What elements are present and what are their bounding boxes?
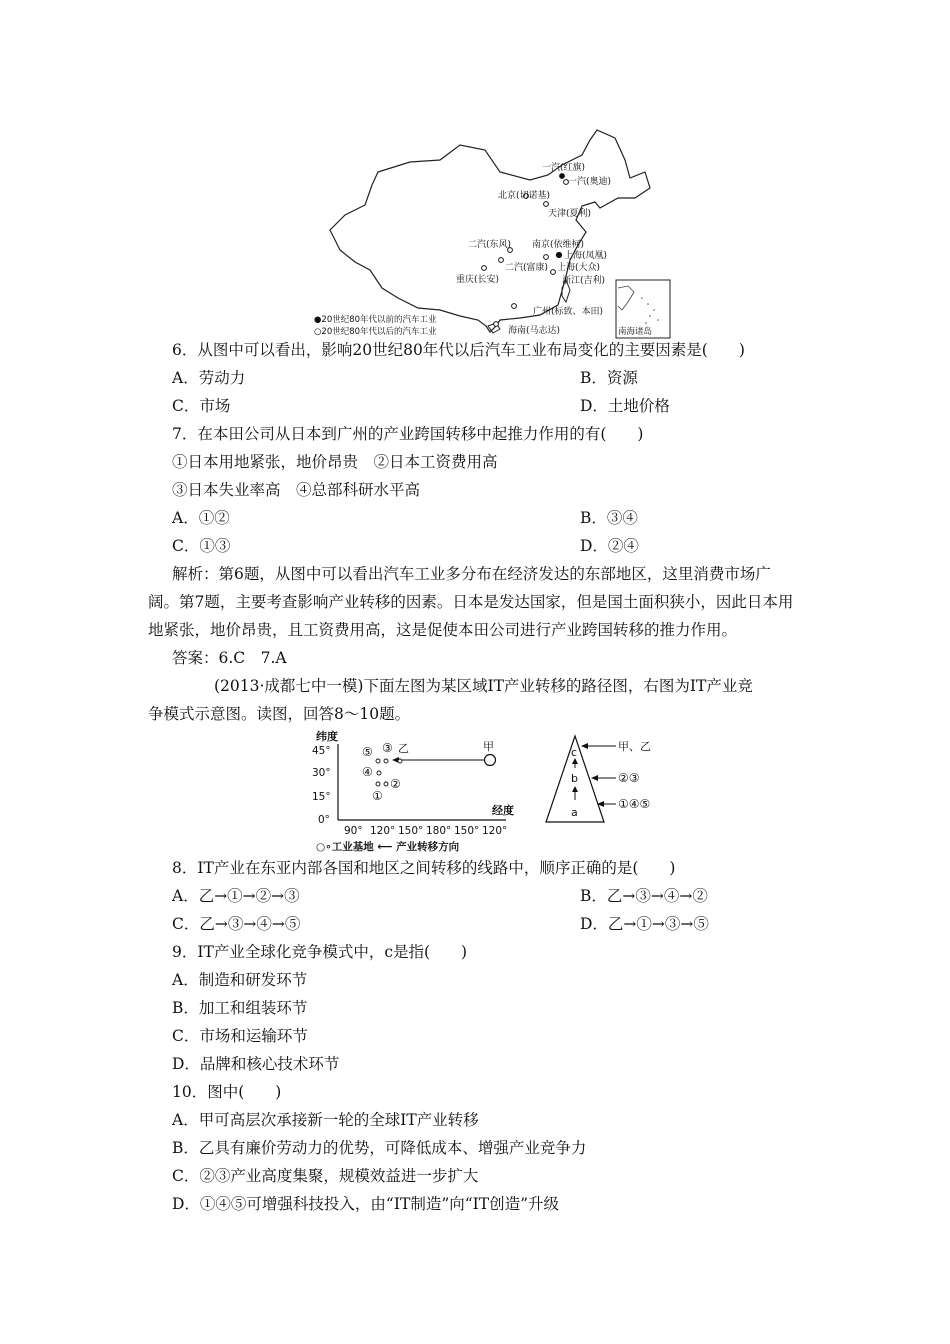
marker-yiqi-hongqi [560,174,565,179]
yi-label: 乙 [398,742,409,755]
intro-line-1: (2013·成都七中一模)下面左图为某区域IT产业转移的路径图，右图为IT产业竞 [214,677,753,695]
label-nanjing: 南京(依维柯) [532,240,585,250]
q9-stem: 9．IT产业全球化竞争模式中，c是指( ) [172,943,468,961]
figure-legend: ○∘工业基地 ⟵ 产业转移方向 [316,841,460,853]
point-2: ② [390,777,401,791]
jia-label: 甲 [483,740,494,753]
label-beijing: 北京(切诺基) [498,191,551,201]
q6-stem: 6．从图中可以看出，影响20世纪80年代以后汽车工业布局变化的主要因素是( ) [172,341,745,359]
tri-r2: ②③ [618,771,640,785]
marker-nanjing [544,255,549,260]
tri-r3: ①④⑤ [618,797,651,811]
q8-option-a: A．乙→①→②→③ [172,887,300,905]
dot-5 [376,759,380,763]
y-tick-30: 30° [312,767,331,779]
label-zhejiang: 浙江(吉利) [562,276,606,286]
tri-b: b [571,772,578,785]
q6-option-d: D．土地价格 [580,397,670,415]
x-tick-120: 120° [370,825,396,837]
q6-option-row-1 [172,368,638,388]
x-tick-150: 150° [398,825,424,837]
q10-stem: 10．图中( ) [172,1083,282,1101]
tri-r1: 甲、乙 [618,740,651,753]
dot-yi [398,759,402,763]
q6-option-row-2 [172,396,670,416]
q7-stem: 7．在本田公司从日本到广州的产业跨国转移中起推力作用的有( ) [172,425,644,443]
label-shanghai-fenghuang: 上海(凤凰) [564,251,608,261]
analysis-line-3: 地紧张，地价昂贵，且工资费用高，这是促使本田公司进行产业跨国转移的推力作用。 [148,621,738,639]
x-tick-150w: 150° [454,825,480,837]
marker-guangzhou [512,304,517,309]
marker-erqi-fukang [499,258,504,263]
marker-tianjin [544,202,549,207]
marker-zhejiang [551,270,556,275]
q7-option-d: D．②④ [580,537,639,555]
marker-shanghai-fenghuang [556,252,561,257]
label-guangzhou: 广州(标致、本田) [533,307,604,317]
point-4: ④ [362,765,373,779]
q7-option-a: A．①② [172,509,230,527]
x-tick-90: 90° [344,825,363,837]
x-axis-label: 经度 [492,804,514,817]
q8-option-row-2 [172,914,709,934]
label-yiqi-aodi: 一汽(奥迪) [568,177,612,187]
q10-option-a: A．甲可高层次承接新一轮的全球IT产业转移 [172,1111,479,1129]
point-5: ⑤ [362,745,373,759]
q7-option-row-1 [172,508,638,528]
analysis-line-1: 解析：第6题，从图中可以看出汽车工业多分布在经济发达的东部地区，这里消费市场广 [172,565,771,583]
dot-2 [384,782,388,786]
transfer-path-chart [312,729,514,853]
q7-option-b: B．③④ [580,509,638,527]
y-axis-label: 纬度 [316,730,338,743]
intro-line-2: 争模式示意图。读图，回答8～10题。 [148,705,411,723]
legend-after: ○20世纪80年代以后的汽车工业 [314,327,437,337]
q9-option-b: B．加工和组装环节 [172,999,308,1017]
label-erqi-fukang: 二汽(富康) [505,263,549,273]
q10-option-b: B．乙具有廉价劳动力的优势，可降低成本、增强产业竞争力 [172,1139,587,1157]
dot-4 [377,771,381,775]
label-shanghai-dazhong: 上海(大众) [557,263,601,273]
q7-statements-34: ③日本失业率高 ④总部科研水平高 [172,481,421,499]
competition-triangle [546,736,651,822]
dot-1 [376,782,380,786]
china-auto-map [300,120,680,342]
q7-option-row-2 [172,536,639,556]
tri-a: a [571,806,578,819]
q8-option-row-1 [172,886,708,906]
dot-3 [384,759,388,763]
jia-base [485,755,496,766]
label-erqi-dongfeng: 二汽(东风) [468,240,512,250]
q6-option-c: C．市场 [172,397,231,415]
q7-option-c: C．①③ [172,537,231,555]
y-tick-15: 15° [312,791,331,803]
q7-statements-12: ①日本用地紧张，地价昂贵 ②日本工资费用高 [172,453,498,471]
analysis-line-2: 阔。第7题，主要考查影响产业转移的因素。日本是发达国家，但是国土面积狭小，因此日本用 [148,593,794,611]
q6-option-b: B．资源 [580,369,638,387]
q9-option-c: C．市场和运输环节 [172,1027,308,1045]
y-tick-0: 0° [318,814,330,826]
q8-option-b: B．乙→③→④→② [580,887,708,905]
answer-line: 答案：6.C 7.A [172,649,287,667]
inset-label: 南海诸岛 [618,327,653,337]
y-tick-45: 45° [312,745,331,757]
marker-chongqing [482,266,487,271]
marker-hainan [494,322,499,327]
q8-stem: 8．IT产业在东亚内部各国和地区之间转移的线路中，顺序正确的是( ) [172,859,676,877]
label-chongqing: 重庆(长安) [456,275,500,285]
tri-c: c [571,746,578,759]
q8-option-d: D．乙→①→③→⑤ [580,915,709,933]
q10-option-c: C．②③产业高度集聚，规模效益进一步扩大 [172,1167,479,1185]
q9-option-d: D．品牌和核心技术环节 [172,1055,340,1073]
legend-before: ●20世纪80年代以前的汽车工业 [314,315,437,325]
q9-option-a: A．制造和研发环节 [172,971,308,989]
x-tick-120w: 120° [482,825,508,837]
point-3: ③ [382,741,393,755]
it-transfer-figure [300,726,720,856]
q10-option-d: D．①④⑤可增强科技投入，由“IT制造”向“IT创造”升级 [172,1195,560,1213]
q8-option-c: C．乙→③→④→⑤ [172,915,301,933]
label-hainan: 海南(马志达) [508,326,561,336]
point-1: ① [372,789,383,803]
x-tick-180: 180° [426,825,452,837]
label-tianjin: 天津(夏利) [548,209,592,219]
q6-option-a: A．劳动力 [172,369,246,387]
china-outline [330,130,650,332]
label-yiqi-hongqi: 一汽(红旗) [542,163,586,173]
